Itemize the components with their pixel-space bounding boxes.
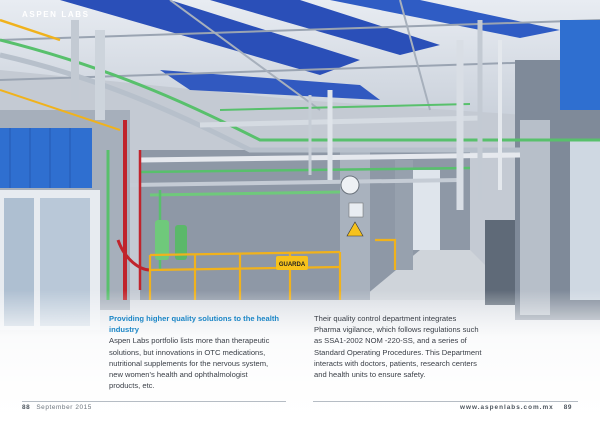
right-window — [570, 140, 600, 300]
column-right — [395, 160, 413, 270]
footer-right — [460, 404, 578, 411]
right-body-line: as SSA1-2002 NOM -220-SS, and a series of — [314, 336, 467, 346]
left-body-line: solutions, but innovations in OTC medications, — [109, 347, 266, 357]
left-page-number: 88 — [22, 404, 31, 411]
right-body-line: Pharma vigilance, which follows regulations such — [314, 325, 479, 335]
right-page-number: 89 — [563, 404, 572, 411]
right-blue-panel — [560, 20, 600, 110]
left-blue-panel — [0, 128, 92, 188]
right-text-column — [314, 313, 494, 380]
wall-clock — [341, 176, 359, 194]
right-body-line: interacts with doctors, patients, research centers — [314, 358, 477, 368]
right-column — [520, 120, 550, 315]
section-heading: Providing higher quality solutions to the health industry — [109, 314, 280, 335]
website-link[interactable]: www.aspenlabs.com.mx — [460, 404, 554, 411]
right-body-line: Standard Operating Procedures. This Department — [314, 347, 482, 357]
left-text-column — [109, 313, 285, 391]
footer-rule-right — [313, 401, 578, 402]
right-body-line: and health units to ensure safety. — [314, 370, 426, 380]
issue-date: September 2015 — [36, 404, 92, 411]
right-body-line: Their quality control department integrates — [314, 314, 457, 323]
sign-panel — [349, 203, 363, 217]
left-body-line: products, etc. — [109, 381, 155, 391]
footer-rule-left — [22, 401, 286, 402]
left-body-line: Aspen Labs portfolio lists more than therapeutic — [109, 336, 270, 346]
brand-logo: ASPEN LABS — [22, 10, 90, 19]
footer-left — [22, 404, 92, 411]
left-body-line: new women's health and ophthalmologist — [109, 370, 248, 380]
guarda-sign-text: GUARDA — [278, 262, 306, 268]
left-body-line: nutritional supplements for the nervous system, — [109, 358, 269, 368]
